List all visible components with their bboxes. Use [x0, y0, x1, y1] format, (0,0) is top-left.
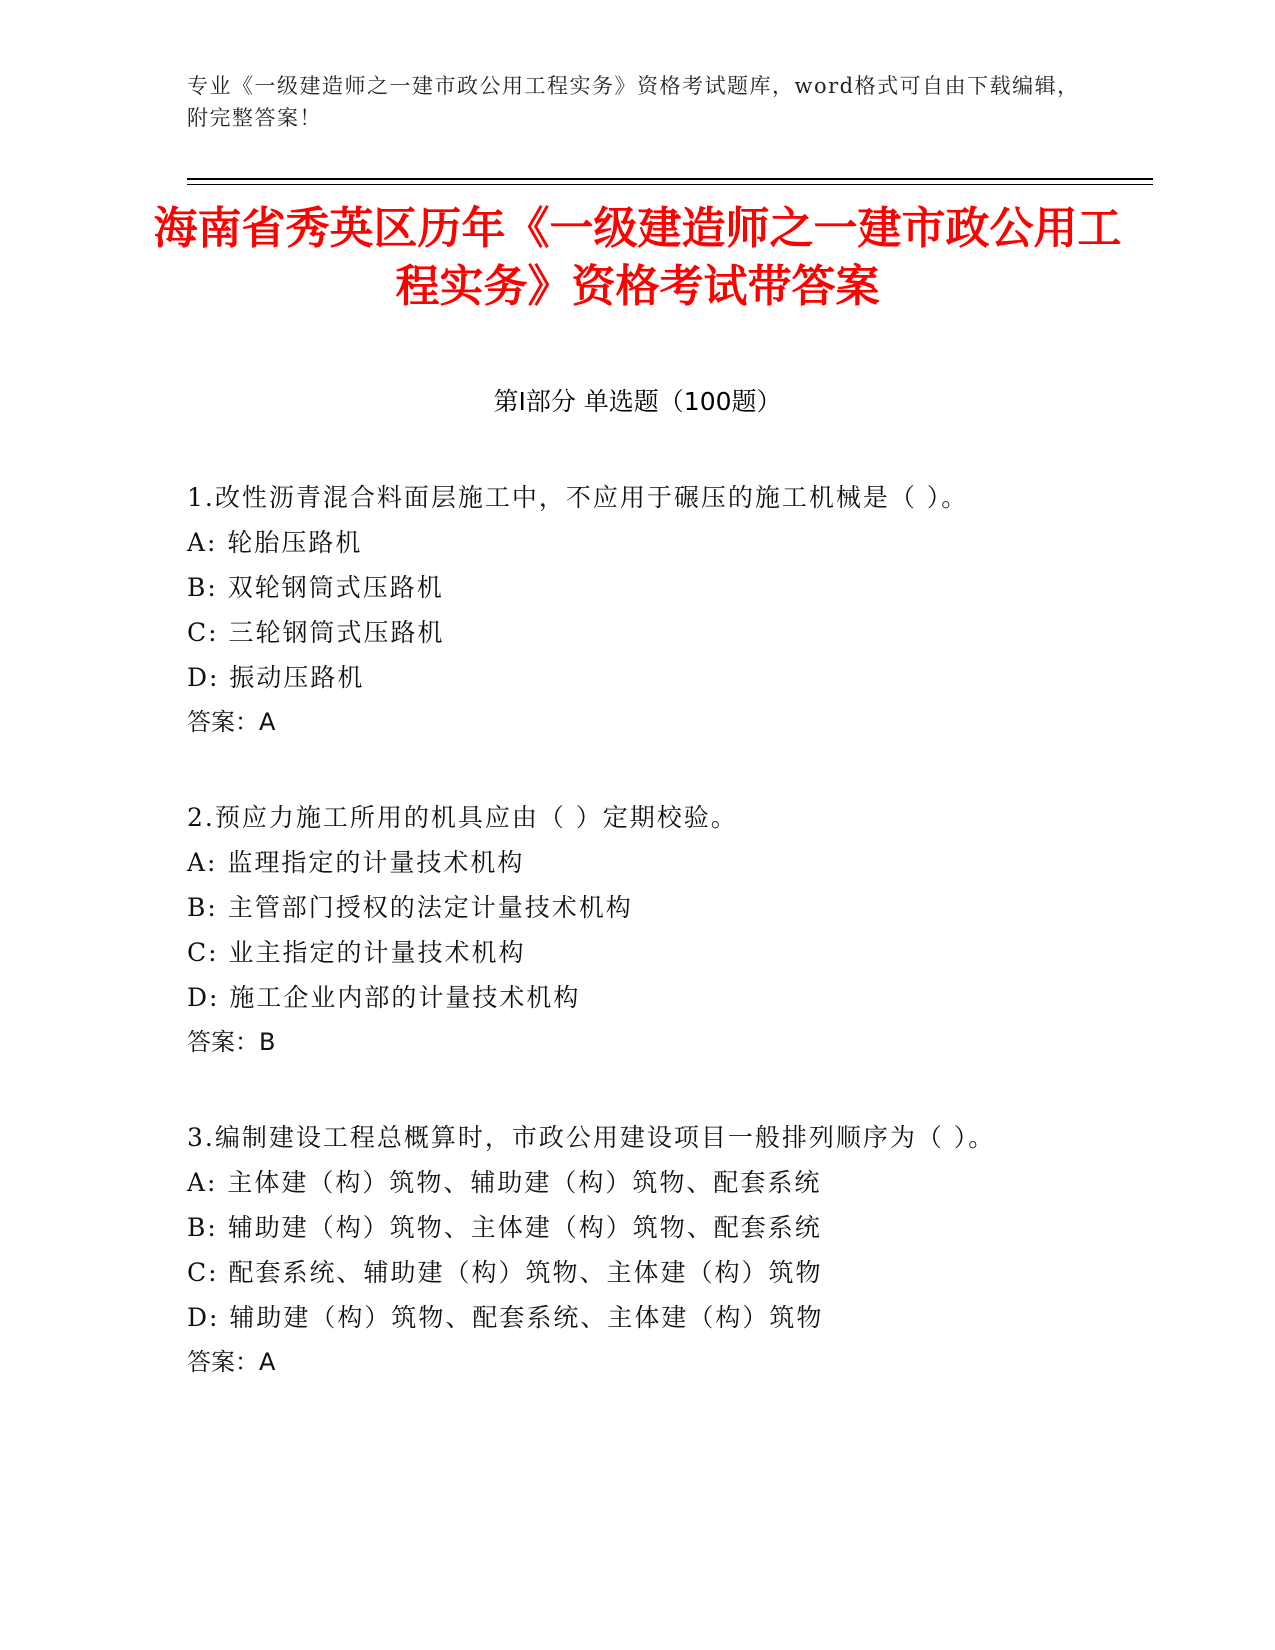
option-a: A: 轮胎压路机	[187, 528, 363, 557]
option-a: A: 监理指定的计量技术机构	[187, 848, 525, 877]
question-list	[187, 475, 1067, 1435]
option-d: D: 振动压路机	[187, 663, 365, 692]
option-b: B: 辅助建（构）筑物、主体建（构）筑物、配套系统	[187, 1213, 822, 1242]
answer: 答案：A	[187, 1348, 276, 1376]
question-1	[187, 475, 1067, 745]
header-rule-thin	[187, 184, 1153, 185]
option-c: C: 三轮钢筒式压路机	[187, 618, 445, 647]
header-note: 专业《一级建造师之一建市政公用工程实务》资格考试题库，word格式可自由下载编辑，附完整答案！	[187, 74, 1080, 130]
question-stem: 2.预应力施工所用的机具应由（ ）定期校验。	[187, 803, 738, 832]
option-c: C: 业主指定的计量技术机构	[187, 938, 526, 967]
document-title: 海南省秀英区历年《一级建造师之一建市政公用工程实务》资格考试带答案	[153, 203, 1122, 312]
option-b: B: 双轮钢筒式压路机	[187, 573, 444, 602]
option-b: B: 主管部门授权的法定计量技术机构	[187, 893, 633, 922]
option-a: A: 主体建（构）筑物、辅助建（构）筑物、配套系统	[187, 1168, 822, 1197]
answer: 答案：B	[187, 1028, 276, 1056]
answer: 答案：A	[187, 708, 276, 736]
question-3	[187, 1115, 1067, 1385]
header-rule-thick	[187, 178, 1153, 180]
option-c: C: 配套系统、辅助建（构）筑物、主体建（构）筑物	[187, 1258, 823, 1287]
section-title: 第Ⅰ部分 单选题（100题）	[493, 387, 782, 416]
option-d: D: 施工企业内部的计量技术机构	[187, 983, 581, 1012]
option-d: D: 辅助建（构）筑物、配套系统、主体建（构）筑物	[187, 1303, 824, 1332]
question-stem: 3.编制建设工程总概算时，市政公用建设项目一般排列顺序为（ ）。	[187, 1123, 996, 1152]
question-2	[187, 795, 1067, 1065]
question-stem: 1.改性沥青混合料面层施工中，不应用于碾压的施工机械是（ ）。	[187, 483, 969, 512]
